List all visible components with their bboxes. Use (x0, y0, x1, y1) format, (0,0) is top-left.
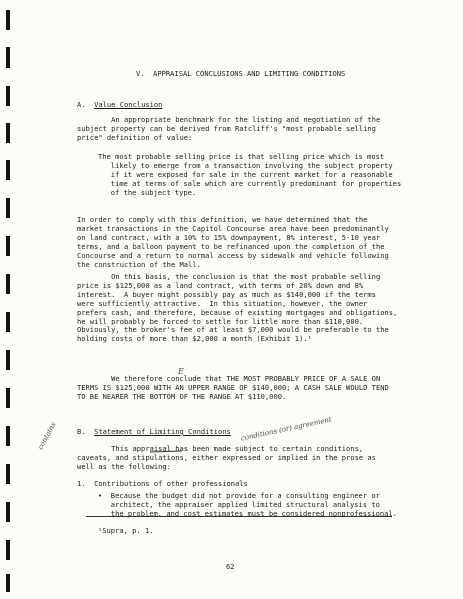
block-quote: The most probable selling price is that selling price which is most likely to emerge from a transaction involving the subject property if it were exposed for sale in the current market for a reasonable time at terms of sale which are currently predominant for properties of the subject type. (98, 152, 402, 197)
binding-mark (6, 86, 10, 106)
chapter-heading: V. APPRAISAL CONCLUSIONS AND LIMITING CONDITIONS (136, 69, 346, 78)
numbered-item: 1. Contributions of other professionals (77, 479, 248, 488)
paragraph: In order to comply with this definition, we have determined that the market transactions in the Capitol Concourse area have been predominantly on land contract, with a 10% to 15% downpayment, 8% interest, 5-10 year terms, and a balloon payment to be refinanced upon the completion of the Concourse and a return to normal access by sidewalk and vehicle following the construction of the Mall. (77, 215, 389, 269)
footnote: ¹Supra, p. 1. (98, 526, 154, 535)
binding-mark (6, 312, 10, 332)
binding-mark (6, 47, 10, 68)
page-number: 62 (226, 562, 235, 571)
footnote-divider (86, 516, 392, 517)
section-b-title: Statement of Limiting Conditions (94, 427, 231, 436)
section-a-title: Value Conclusion (94, 100, 163, 109)
binding-mark (6, 464, 10, 484)
binding-mark (6, 236, 10, 256)
bullet-item: • Because the budget did not provide for a consulting engineer or architect, the appraiser applied limited structural analysis to the problem, and cost estimates must be considered nonprofessional. (98, 491, 397, 518)
paragraph: On this basis, the conclusion is that the most probable selling price is $125,000 as a land contract, with terms of 20% down and 8% interest. A buyer might possibly pay as much as $140,000 if the terms were sufficiently attractive. In this situation, however, the owner prefers cash, and therefore, because of existing mortgages and obligations, he will probably be forced to settle for little more than $110,000. Obviously, the broker's fee of at least $7,000 would be preferable to the holding costs of more than $2,000 a month (Exhibit 1).¹ (77, 272, 398, 344)
section-a-heading: A. Value Conclusion (77, 100, 163, 109)
handwritten-correction: E (178, 367, 184, 376)
handwritten-insertion: conditions (or) agreement (240, 415, 333, 443)
binding-mark (6, 540, 10, 560)
binding-mark (6, 350, 10, 370)
section-b-heading: B. Statement of Limiting Conditions (77, 427, 231, 436)
binding-mark (6, 574, 10, 592)
paragraph: An appropriate benchmark for the listing and negotiation of the subject property can be derived from Ratcliff's "most probable selling price" definition of value: (77, 115, 381, 142)
handwritten-margin-note: contains (36, 420, 58, 452)
paragraph: This appraisal has been made subject to certain conditions, caveats, and stipulations, either expressed or implied in the prose as well as the following: (77, 444, 376, 471)
conclusion-paragraph: We therefore conclude that THE MOST PROBABLY PRICE OF A SALE ON TERMS IS $125,000 WITH AN UPPER RANGE OF $140,000; A CASH SALE WOULD TEND TO BE NEARER THE BOTTOM OF THE RANGE AT $110,000. (77, 374, 389, 401)
binding-mark (6, 502, 10, 522)
binding-mark (6, 198, 10, 218)
binding-mark (6, 388, 10, 408)
binding-mark (6, 160, 10, 180)
binding-mark (6, 274, 10, 294)
binding-mark (6, 123, 10, 143)
binding-mark (6, 426, 10, 446)
binding-mark (6, 10, 10, 30)
